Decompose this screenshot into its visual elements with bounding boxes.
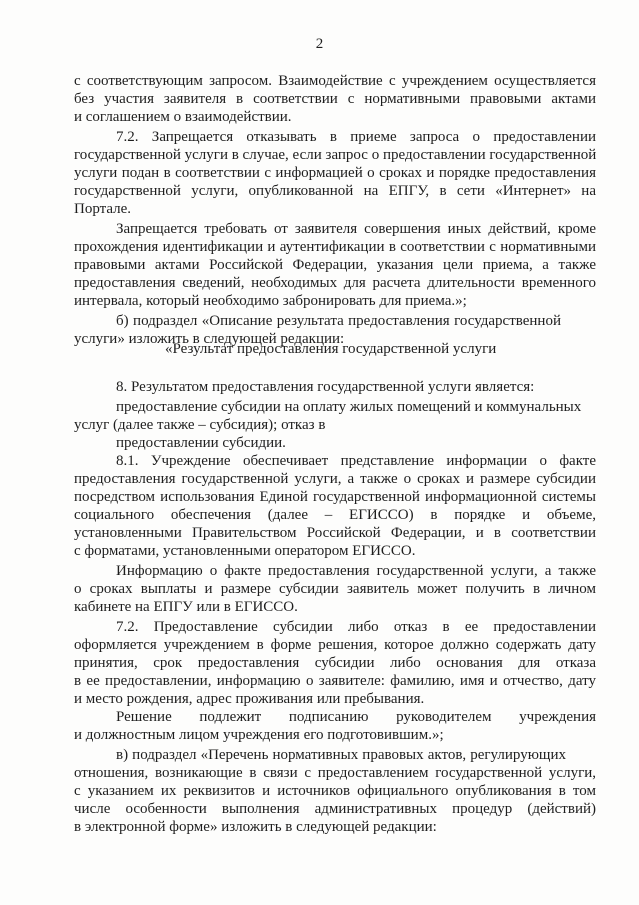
text-line: 7.2. Запрещается отказывать в приеме запроса о предоставлении [116,129,596,145]
text-line: с соответствующим запросом. Взаимодействие с учреждением осуществляется [74,73,596,89]
page-number: 2 [315,36,324,52]
text-line: в) подраздел «Перечень нормативных правовых актов, регулирующих [116,747,566,763]
text-line: 8.1. Учреждение обеспечивает представление информации о факте [116,453,596,469]
text-line: с указанием их реквизитов и источников официального опубликования в том [74,783,596,799]
text-line: прохождения идентификации и аутентификации в соответствии с нормативными [74,239,596,255]
text-line: с форматами, установленными оператором ЕГИССО. [74,543,416,559]
text-line: отношения, возникающие в связи с предоставлением государственной услуги, [74,765,596,781]
text-line: услуги подан в соответствии с информацией о сроках и порядке предоставления [74,165,596,181]
text-line: принятия, срок предоставления субсидии либо основания для отказа [74,655,596,671]
text-line: 8. Результатом предоставления государственной услуги является: [116,379,535,395]
text-line: предоставления государственной услуги, а также о сроках и размере субсидии [74,471,596,487]
text-line: о сроках выплаты и размере субсидии заявитель может получить в личном [74,581,596,597]
text-line: услуги» изложить в следующей редакции: [74,331,345,347]
text-line: кабинете на ЕПГУ или в ЕГИССО. [74,599,298,615]
section-heading: «Результат предоставления государственной услуги [165,341,497,357]
text-line: правовыми актами Российской Федерации, указания цели приема, а также [74,257,596,273]
text-line: Портале. [74,201,132,217]
text-line: предоставление субсидии на оплату жилых помещений и коммунальных [116,399,582,415]
text-line: Решение подлежит подписанию руководителем учреждения [116,709,596,725]
text-line: в ее предоставлении, информацию о заявителе: фамилию, имя и отчество, дату [74,673,596,689]
text-line: интервала, который необходимо забронировать для приема.»; [74,293,467,309]
text-line: 7.2. Предоставление субсидии либо отказ в ее предоставлении [116,619,596,635]
text-line: государственной услуги, опубликованной на ЕПГУ, в сети «Интернет» на [74,183,596,199]
text-line: социального обеспечения (далее – ЕГИССО) в порядке и объеме, [74,507,596,523]
text-line: услуг (далее также – субсидия); отказ в [74,417,326,433]
text-line: предоставлении субсидии. [116,435,286,451]
text-line: Информацию о факте предоставления государственной услуги, а также [116,563,596,579]
text-line: и должностным лицом учреждения его подготовившим.»; [74,727,444,743]
text-line: числе особенности выполнения административных процедур (действий) [74,801,596,817]
text-line: государственной услуги в случае, если запрос о предоставлении государственной [74,147,597,163]
text-line: посредством использования Единой государственной информационной системы [74,489,596,505]
text-line: установленными Правительством Российской Федерации, и в соответствии [74,525,596,541]
text-line: Запрещается требовать от заявителя совершения иных действий, кроме [116,221,596,237]
text-line: предоставления сведений, необходимых для расчета длительности временного [74,275,596,291]
text-line: без участия заявителя в соответствии с нормативными правовыми актами [74,91,596,107]
text-line: в электронной форме» изложить в следующей редакции: [74,819,437,835]
text-line: б) подраздел «Описание результата предоставления государственной [116,313,561,329]
text-line: и соглашением о взаимодействии. [74,109,292,125]
text-line: оформляется учреждением в форме решения, которое должно содержать дату [74,637,596,653]
text-line: и место рождения, адрес проживания или пребывания. [74,691,425,707]
